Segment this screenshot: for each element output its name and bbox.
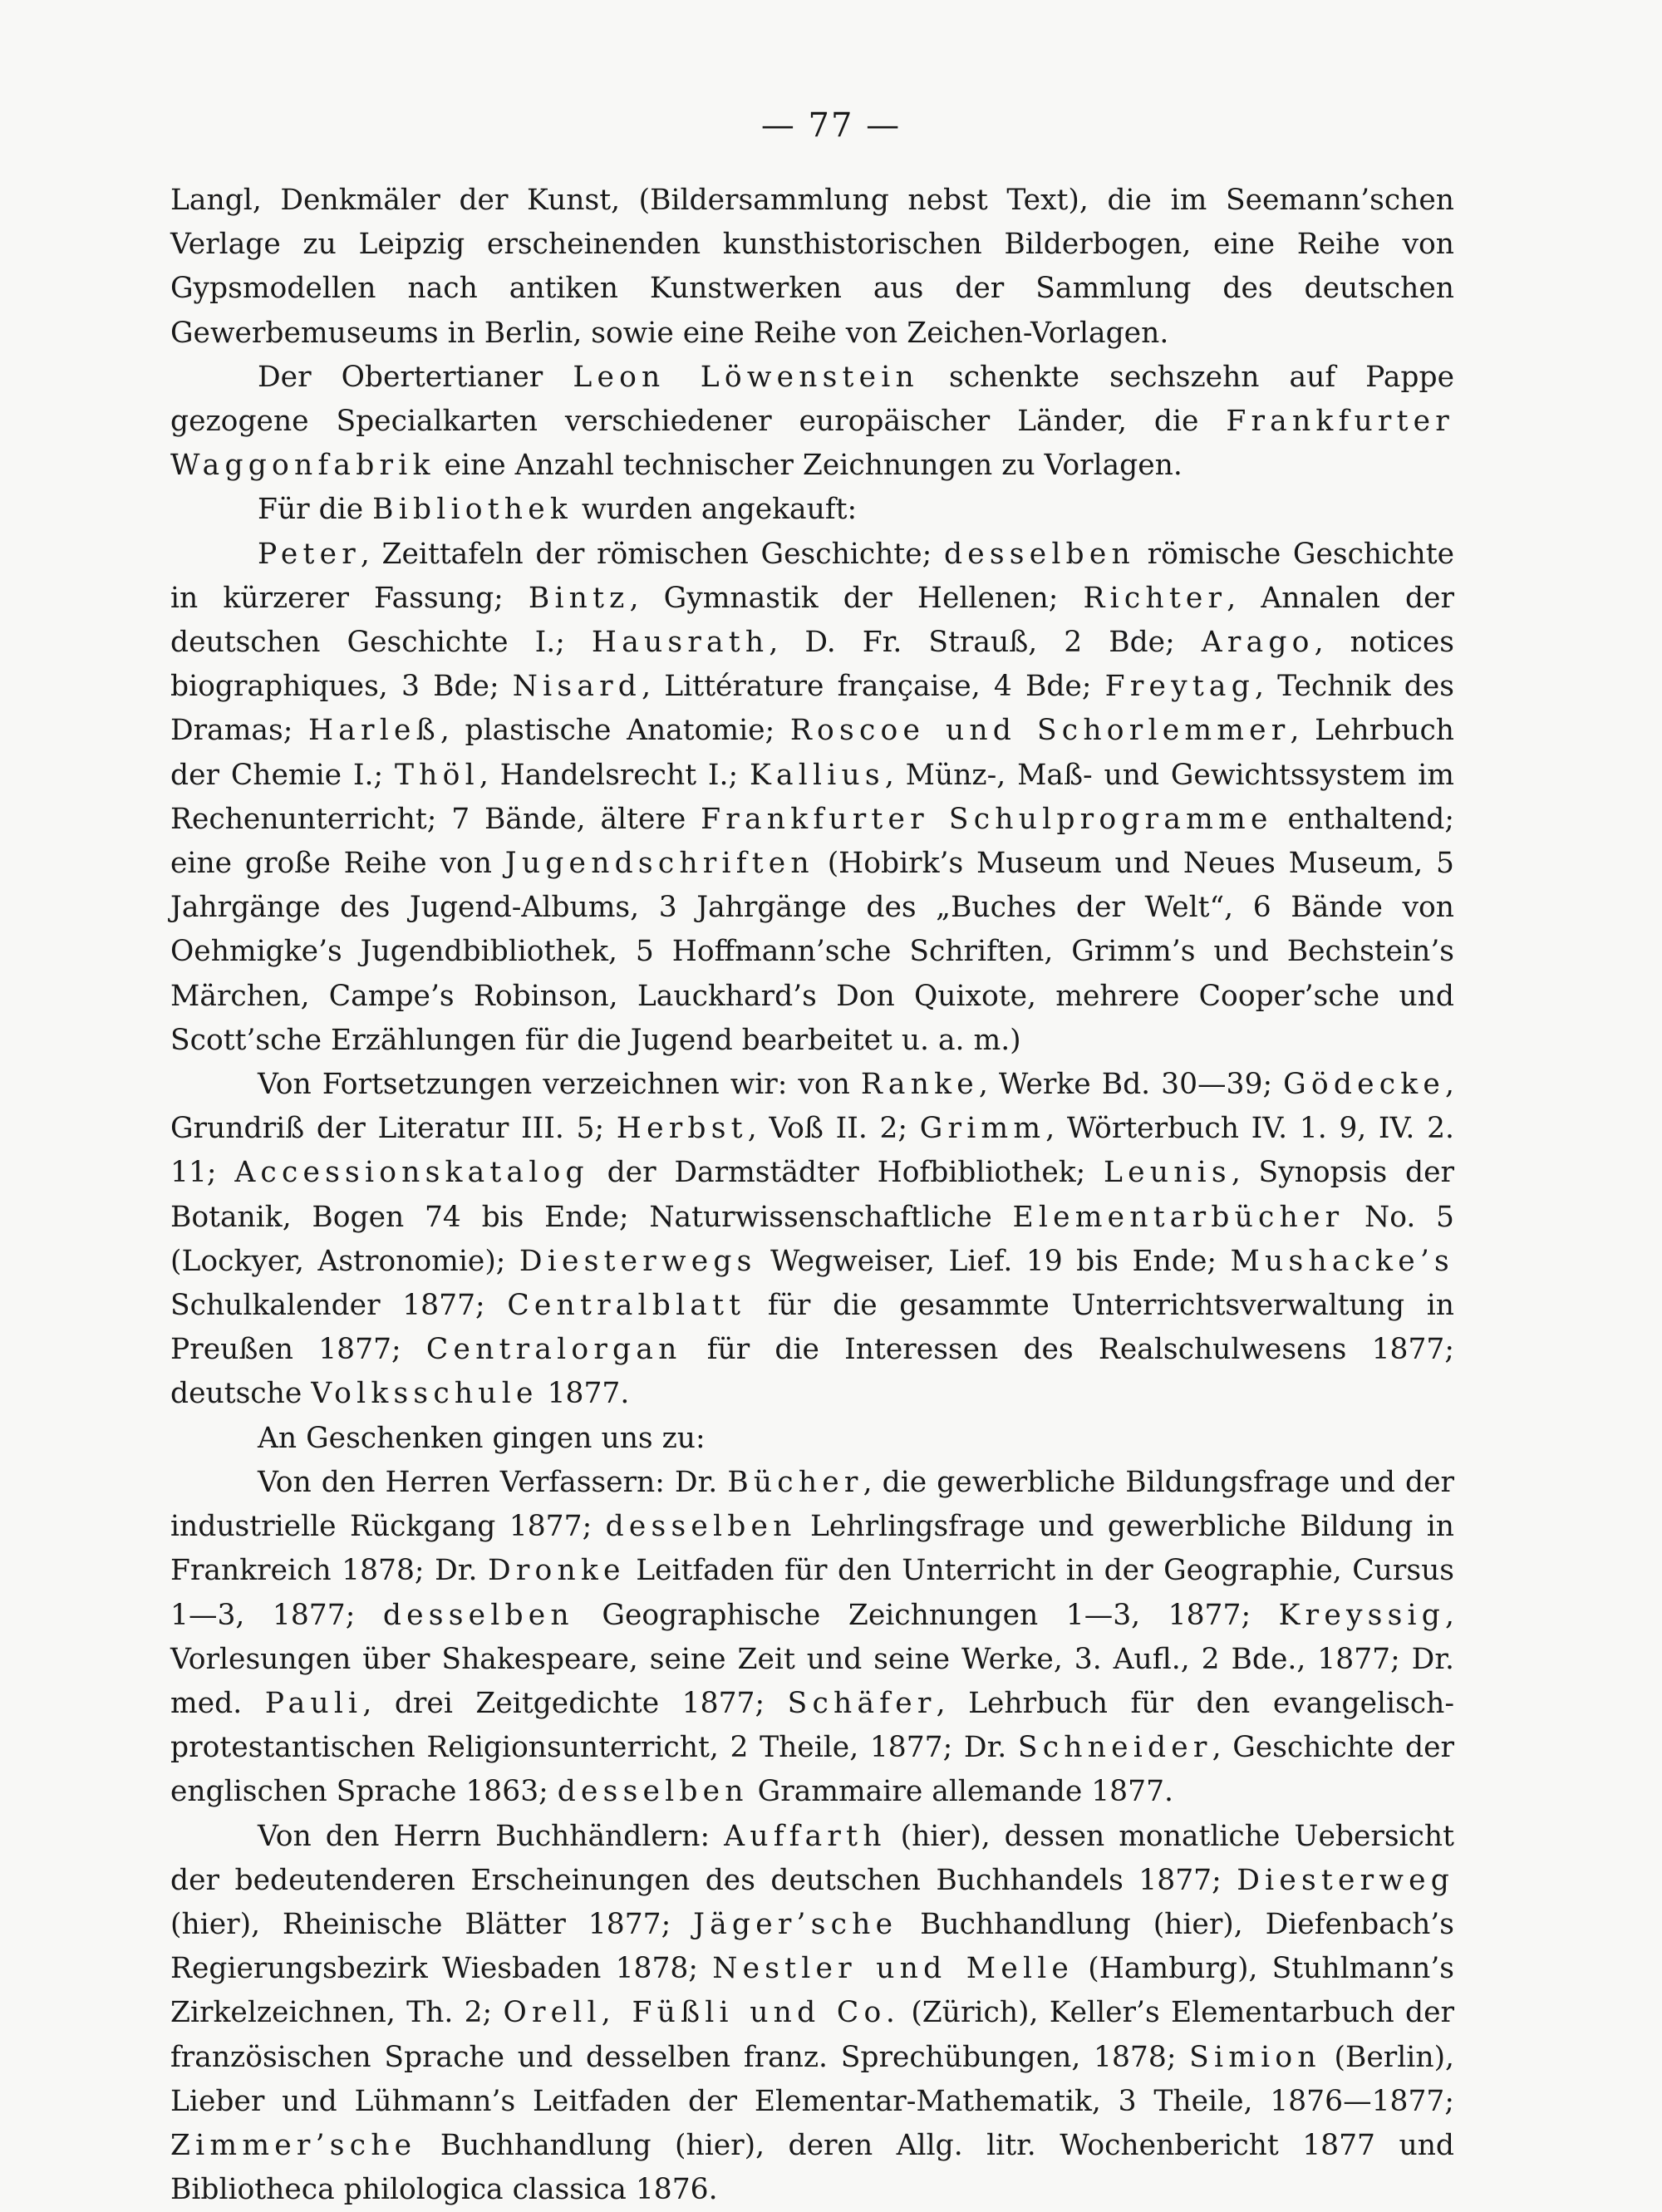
- text-run: schenkte sechszehn auf Pappe gezogene Specialkarten verschiedener europäischer Länder, die: [170, 360, 1454, 439]
- spaced-name: Arago: [1201, 626, 1315, 660]
- text-run: Buchhandlung (hier), Diefenbach’s Regierungsbezirk Wiesbaden 1878;: [170, 1907, 1454, 1986]
- text-run: , drei Zeitgedichte 1877;: [362, 1686, 788, 1720]
- text-run: Schulkalender 1877;: [170, 1289, 508, 1323]
- spaced-name: Schäfer: [787, 1686, 937, 1720]
- text-run: , D. Fr. Strauß, 2 Bde;: [769, 626, 1202, 660]
- spaced-name: Diesterweg: [1237, 1863, 1454, 1897]
- text-run: , Münz-, Maß- und Gewichtssystem im Rechenunterricht; 7 Bände, ältere: [170, 758, 1455, 836]
- text-run: , Handelsrecht I.;: [479, 758, 750, 792]
- text-run: , Grundriß der Literatur III. 5;: [170, 1068, 1454, 1146]
- text-run: Von den Herrn Buchhändlern:: [258, 1819, 725, 1853]
- spaced-name: Hausrath: [591, 626, 770, 660]
- spaced-name: Bücher: [727, 1465, 863, 1499]
- text-run: eine Anzahl technischer Zeichnungen zu Vorlagen.: [435, 449, 1183, 483]
- text-run: , Technik des Dramas;: [170, 670, 1455, 748]
- spaced-name: Frankfurter Waggonfabrik: [170, 405, 1454, 483]
- text-run: , notices biographiques, 3 Bde;: [170, 626, 1454, 704]
- spaced-name: Auffarth: [724, 1819, 887, 1853]
- text-run: Buchhandlung (hier), deren Allg. litr. Wochenbericht 1877 und Bibliotheca philologica classica 1876.: [170, 2128, 1454, 2207]
- text-run: Lehrlingsfrage und gewerbliche Bildung in Frankreich 1878; Dr.: [170, 1510, 1455, 1588]
- text-run: , Zeittafeln der römischen Geschichte;: [360, 537, 944, 571]
- spaced-name: Bibliothek: [372, 493, 573, 527]
- text-run: (Berlin), Lieber und Lühmann’s Leitfaden der Elementar-Mathematik, 3 Theile, 1876—1877;: [170, 2040, 1454, 2118]
- spaced-name: Jugendschriften: [504, 847, 814, 881]
- spaced-name: Gödecke: [1283, 1068, 1446, 1102]
- spaced-name: Jäger’sche: [693, 1907, 898, 1941]
- paragraph: [170, 488, 1454, 532]
- spaced-name: Harleß: [307, 714, 440, 748]
- spaced-name: Kallius: [750, 758, 885, 792]
- text-run: Von Fortsetzungen verzeichnen wir: von: [258, 1068, 861, 1102]
- text-run: No. 5 (Lockyer, Astronomie);: [170, 1200, 1455, 1278]
- text-run: Der Obertertianer: [258, 360, 573, 394]
- text-run: Wegweiser, Lief. 19 bis Ende;: [756, 1244, 1231, 1278]
- text-run: , Annalen der deutschen Geschichte I.;: [170, 581, 1454, 660]
- text-run: , Littérature française, 4 Bde;: [642, 670, 1105, 704]
- text-run: , Werke Bd. 30—39;: [978, 1068, 1284, 1102]
- spaced-name: Thöl: [394, 758, 479, 792]
- text-run: römische Geschichte in kürzerer Fassung;: [170, 537, 1454, 615]
- text-run: für die Interessen des Realschulwesens 1877; deutsche: [170, 1333, 1454, 1411]
- spaced-name: Bintz: [528, 581, 630, 615]
- spaced-name: Dronke: [487, 1554, 626, 1588]
- spaced-name: Nestler und Melle: [712, 1952, 1074, 1986]
- spaced-name: Leon Löwenstein: [573, 360, 919, 394]
- text-run: (Zürich), Keller’s Elementarbuch der französischen Sprache und desselben franz. Sprechübungen, 1878;: [170, 1996, 1454, 2074]
- spaced-name: Simion: [1189, 2040, 1321, 2074]
- text-run: wurden angekauft:: [572, 493, 858, 527]
- text-run: Leitfaden für den Unterricht in der Geographie, Cursus 1—3, 1877;: [170, 1554, 1454, 1632]
- text-run: , Gymnastik der Hellenen;: [629, 581, 1084, 615]
- spaced-name: Nisard: [512, 670, 642, 704]
- spaced-name: desselben: [605, 1510, 797, 1544]
- spaced-name: desselben: [557, 1775, 749, 1809]
- spaced-name: Herbst: [616, 1112, 748, 1146]
- spaced-name: Zimmer’sche: [170, 2128, 417, 2162]
- spaced-name: Ranke: [860, 1068, 979, 1102]
- text-run: für die gesammte Unterrichtsverwaltung in Preußen 1877;: [170, 1289, 1454, 1367]
- paragraph: [170, 533, 1454, 1063]
- spaced-name: Peter: [258, 537, 361, 571]
- spaced-name: desselben: [943, 537, 1135, 571]
- text-run: 1877.: [538, 1377, 630, 1411]
- text-run: Von den Herren Verfassern: Dr.: [258, 1465, 728, 1499]
- spaced-name: Pauli: [264, 1686, 363, 1720]
- spaced-name: Volksschule: [311, 1377, 538, 1411]
- text-run: Grammaire allemande 1877.: [748, 1775, 1174, 1809]
- text-run: , Voß II. 2;: [747, 1112, 920, 1146]
- spaced-name: Richter: [1083, 581, 1227, 615]
- paragraph: [170, 1417, 1454, 1461]
- spaced-name: Centralorgan: [425, 1333, 682, 1367]
- spaced-name: Centralblatt: [507, 1289, 746, 1323]
- text-run: , die gewerbliche Bildungsfrage und der industrielle Rückgang 1877;: [170, 1465, 1454, 1544]
- text-run: , Lehrbuch der Chemie I.;: [170, 714, 1454, 792]
- paragraph: [170, 1461, 1454, 1815]
- text-run: (hier), Rheinische Blätter 1877;: [170, 1907, 694, 1941]
- paragraph: [170, 1815, 1454, 2212]
- spaced-name: Mushacke’s: [1230, 1244, 1454, 1278]
- page-body: [170, 179, 1454, 2212]
- spaced-name: Kreyssig: [1278, 1598, 1446, 1632]
- text-run: , Synopsis der Botanik, Bogen 74 bis Ende; Naturwissenschaftliche: [170, 1156, 1454, 1234]
- spaced-name: Diesterwegs: [519, 1244, 757, 1278]
- spaced-name: Orell, Füßli und Co.: [503, 1996, 901, 2030]
- text-run: , Vorlesungen über Shakespeare, seine Zeit und seine Werke, 3. Aufl., 2 Bde., 1877; Dr. med.: [170, 1598, 1454, 1720]
- text-run: , Geschichte der englischen Sprache 1863;: [170, 1731, 1454, 1809]
- spaced-name: Grimm: [919, 1112, 1046, 1146]
- text-run: enthaltend; eine große Reihe von: [170, 802, 1455, 881]
- spaced-name: Leunis: [1104, 1156, 1232, 1190]
- text-run: Für die: [258, 493, 373, 527]
- text-run: Geographische Zeichnungen 1—3, 1877;: [573, 1598, 1279, 1632]
- spaced-name: Elementarbücher: [1012, 1200, 1345, 1234]
- paragraph: [170, 356, 1454, 489]
- text-run: , Lehrbuch für den evangelisch-protestantischen Religionsunterricht, 2 Theile, 1877; Dr.: [170, 1686, 1454, 1765]
- spaced-name: Accessionskatalog: [234, 1156, 589, 1190]
- spaced-name: Frankfurter Schulprogramme: [701, 802, 1273, 836]
- paragraph: [170, 179, 1454, 356]
- text-run: , plastische Anatomie;: [440, 714, 790, 748]
- spaced-name: Roscoe und Schorlemmer: [789, 714, 1291, 748]
- page-number: — 77 —: [760, 106, 902, 145]
- spaced-name: desselben: [382, 1598, 574, 1632]
- text-run: , Wörterbuch IV. 1. 9, IV. 2. 11;: [170, 1112, 1454, 1190]
- text-run: (Hamburg), Stuhlmann’s Zirkelzeichnen, Th. 2;: [170, 1952, 1455, 2030]
- paragraph: [170, 1063, 1454, 1417]
- text-run: (hier), dessen monatliche Uebersicht der bedeutenderen Erscheinungen des deutschen Buchhandels 1877;: [170, 1819, 1454, 1897]
- text-run: An Geschenken gingen uns zu:: [258, 1421, 706, 1455]
- text-run: Langl, Denkmäler der Kunst, (Bildersammlung nebst Text), die im Seemann’schen Verlage zu Leipzig erscheinenden kunsthistorischen Bilderbogen, eine Reihe von Gypsmodellen nach antiken Kunstwerken aus der Sammlung des deutschen Gewerbemuseums in Berlin, sowie eine Reihe von Zeichen-Vorlagen.: [170, 184, 1454, 350]
- text-run: der Darmstädter Hofbibliothek;: [588, 1156, 1104, 1190]
- spaced-name: Schneider: [1017, 1731, 1212, 1765]
- spaced-name: Freytag: [1104, 670, 1255, 704]
- text-run: (Hobirk’s Museum und Neues Museum, 5 Jahrgänge des Jugend-Albums, 3 Jahrgänge des „Buches der Welt“, 6 Bände von Oehmigke’s Jugendbibliothek, 5 Hoffmann’sche Schriften, Grimm’s und Bechstein’s Märchen, Campe’s Robinson, Lauckhard’s Don Quixote, mehrere Cooper’sche und Scott’sche Erzählungen für die Jugend bearbeitet u. a. m.): [170, 847, 1454, 1057]
